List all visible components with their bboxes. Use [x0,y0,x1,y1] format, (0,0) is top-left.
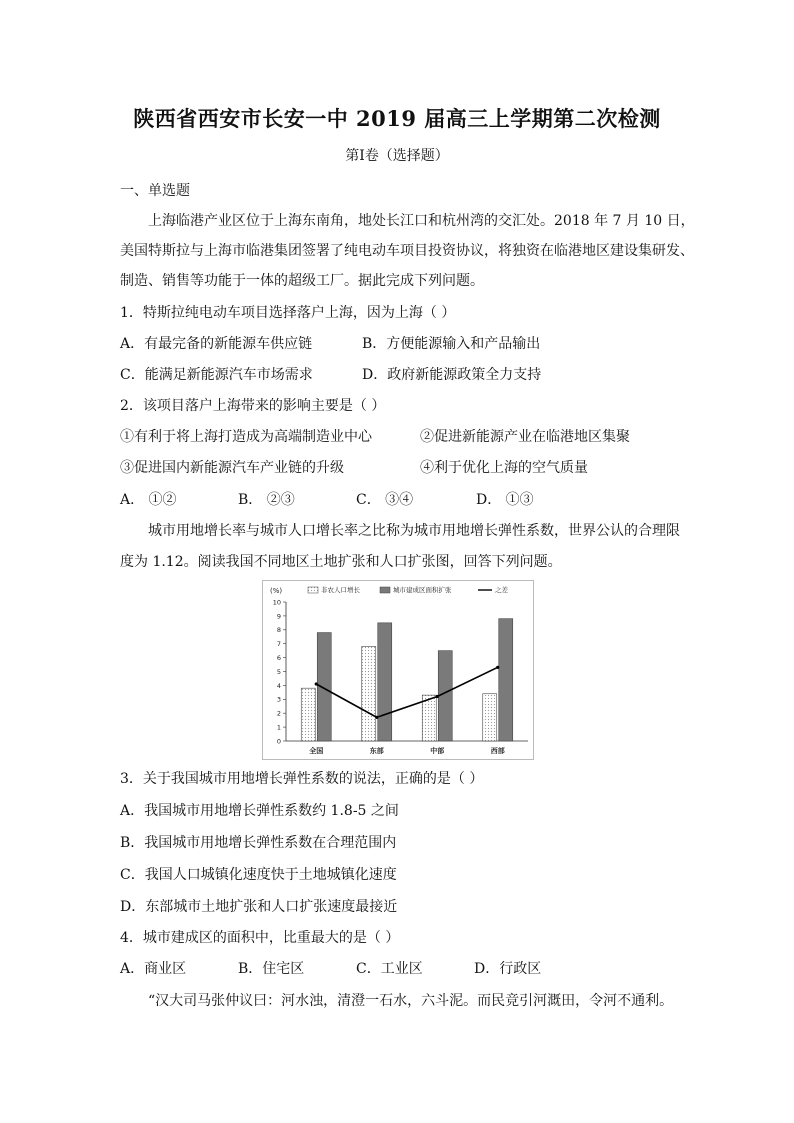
x-tick-label: 西部 [490,747,505,755]
y-tick-label: 10 [272,598,281,607]
line-difference-point [436,695,439,698]
q2-option-d: D． ①③ [476,492,534,508]
q1-option-a: A．有最完备的新能源车供应链 [120,336,313,352]
q1-option-d: D．政府新能源政策全力支持 [362,367,542,383]
x-tick-label: 中部 [430,747,445,755]
passage2-line: 城市用地增长率与城市人口增长率之比称为城市用地增长弹性系数，世界公认的合理限 [148,523,680,539]
y-tick-label: 7 [276,640,281,649]
y-unit-label: (%) [270,587,283,595]
passage2-line: 度为 1.12。阅读我国不同地区土地扩张和人口扩张图，回答下列问题。 [120,554,562,570]
section-heading: 一、单选题 [120,183,190,199]
passage1-line: 上海临港产业区位于上海东南角，地处长江口和杭州湾的交汇处。2018 年 7 月 10 日， [148,213,695,229]
q3-option-a: A．我国城市用地增长弹性系数约 1.8-5 之间 [120,803,399,819]
q2-statement-2: ②促进新能源产业在临港地区集聚 [420,429,630,445]
legend-label-urban: 城市建成区面积扩张 [393,586,452,594]
q2-option-c: C． ③④ [356,492,414,508]
q2-statement-3: ③促进国内新能源汽车产业链的升级 [120,460,344,476]
line-difference-point [496,666,499,669]
bar-nonfarm-population [483,694,497,741]
x-tick-label: 全国 [309,747,324,755]
q4-option-a: A．商业区 [120,961,187,977]
legend-swatch-urban [380,587,390,593]
y-tick-label: 1 [276,723,281,732]
line-difference-point [375,716,378,719]
bar-nonfarm-population [362,646,376,741]
y-tick-label: 9 [276,612,281,621]
q2-stem: 2．该项目落户上海带来的影响主要是（ ） [120,398,386,414]
q3-option-c: C．我国人口城镇化速度快于土地城镇化速度 [120,867,397,883]
legend-swatch-nonfarm [308,587,318,593]
bar-urban-area-expansion [499,619,513,741]
q3-stem: 3．关于我国城市用地增长弹性系数的说法，正确的是（ ） [120,771,484,787]
q2-statement-4: ④利于优化上海的空气质量 [420,460,588,476]
chart-svg [262,580,534,760]
q1-option-b: B．方便能源输入和产品输出 [362,336,541,352]
land-population-chart [262,580,534,760]
bar-nonfarm-population [422,695,436,741]
y-tick-label: 8 [276,626,281,635]
y-tick-label: 2 [276,709,281,718]
y-tick-label: 4 [276,681,281,690]
y-tick-label: 3 [276,695,281,704]
y-tick-label: 5 [276,667,281,676]
passage1-line: 美国特斯拉与上海市临港集团签署了纯电动车项目投资协议，将独资在临港地区建设集研发、 [120,243,694,259]
y-tick-label: 6 [276,654,281,662]
legend-label-difference: 之差 [495,586,508,594]
q2-option-a: A． ①② [120,492,177,508]
x-tick-label: 东部 [369,747,384,755]
q4-option-d: D．行政区 [474,961,542,977]
bar-urban-area-expansion [317,633,331,741]
q4-option-b: B．住宅区 [238,961,305,977]
line-difference-point [315,682,318,685]
q3-option-b: B．我国城市用地增长弹性系数在合理范围内 [120,835,397,851]
q1-option-c: C．能满足新能源汽车市场需求 [120,367,313,383]
passage1-line: 制造、销售等功能于一体的超级工厂。据此完成下列问题。 [120,273,484,289]
bar-urban-area-expansion [378,623,392,741]
volume-subtitle: 第Ⅰ卷（选择题） [345,148,449,164]
q3-option-d: D．东部城市土地扩张和人口扩张速度最接近 [120,899,398,915]
legend-label-nonfarm: 非农人口增长 [321,586,360,594]
q2-statement-1: ①有利于将上海打造成为高端制造业中心 [120,429,372,445]
q2-option-b: B． ②③ [238,492,295,508]
bar-nonfarm-population [301,688,315,741]
q4-stem: 4．城市建成区的面积中，比重最大的是（ ） [120,930,400,946]
q1-stem: 1．特斯拉纯电动车项目选择落户上海，因为上海（ ） [120,305,456,321]
y-tick-label: 0 [276,737,281,746]
page-title: 陕西省西安市长安一中 2019 届高三上学期第二次检测 [133,106,661,131]
passage3-line: “汉大司马张仲议曰：河水浊，清澄一石水，六斗泥。而民竞引河溉田，令河不通利。 [148,993,674,1009]
q4-option-c: C．工业区 [356,961,423,977]
